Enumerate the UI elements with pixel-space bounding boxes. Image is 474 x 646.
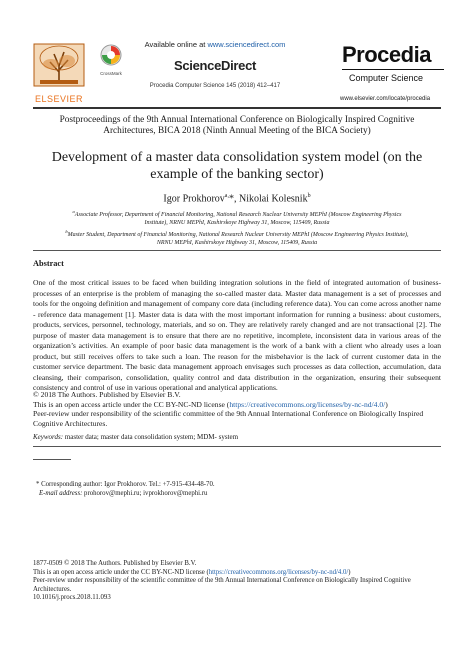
license-link[interactable]: https://creativecommons.org/licenses/by-nc-nd/4.0/ bbox=[229, 399, 386, 409]
author-2-sup: b bbox=[307, 193, 311, 199]
footer-license-suffix: ) bbox=[348, 568, 351, 576]
footnote-divider bbox=[33, 459, 71, 460]
procedia-title: Procedia bbox=[342, 42, 431, 67]
email-label: E-mail address: bbox=[39, 490, 83, 497]
peer-review-line: Peer-review under responsibility of the scientific committee of the 9th Annual International Conference on Biologically Inspired Cognitive Architectures. bbox=[33, 409, 424, 428]
conference-title bbox=[25, 115, 449, 137]
paper-title bbox=[20, 149, 454, 183]
footer-license-link[interactable]: https://creativecommons.org/licenses/by-nc-nd/4.0/ bbox=[208, 568, 349, 576]
author-list bbox=[0, 193, 474, 204]
available-online bbox=[120, 40, 310, 49]
procedia-subtitle: Computer Science bbox=[342, 69, 444, 84]
conference-line-1: Postproceedings of the 9th Annual International Conference on Biologically Inspired Cognitive bbox=[59, 115, 415, 125]
footer-license-line bbox=[33, 569, 441, 578]
elsevier-wordmark: ELSEVIER bbox=[34, 94, 84, 104]
keywords-label: Keywords: bbox=[33, 433, 64, 441]
available-online-prefix: Available online at bbox=[144, 40, 208, 49]
corresponding-line: * Corresponding author: Igor Prokhorov. Tel.: +7-915-434-48-70. bbox=[36, 481, 215, 488]
affiliation-a-line-1 bbox=[22, 208, 452, 219]
affiliation-a-sup: a bbox=[72, 209, 75, 214]
abstract-heading: Abstract bbox=[33, 259, 64, 268]
journal-reference: Procedia Computer Science 145 (2018) 412–417 bbox=[149, 83, 281, 89]
header-divider bbox=[33, 107, 441, 109]
footer-license-prefix: This is an open access article under the CC BY-NC-ND license ( bbox=[33, 568, 209, 576]
keywords-text: master data; master data consolidation system; MDM- system bbox=[63, 433, 239, 441]
affiliation-b-line-2: NRNU MEPhI, Kashirskoye Highway 31, Moscow, 115409, Russia bbox=[156, 240, 318, 247]
license-suffix: ) bbox=[385, 399, 388, 409]
author-1-star: * bbox=[228, 193, 234, 205]
article-footer bbox=[33, 560, 441, 603]
procedia-logo bbox=[342, 43, 444, 87]
affiliation-b-text-1: Master Student, Department of Financial Monitoring, National Research Nuclear University MEPhI (Moscow Engineering Physics Institute), bbox=[67, 231, 409, 238]
issn-line: 1877-0509 © 2018 The Authors. Published by Elsevier B.V. bbox=[33, 560, 197, 567]
affiliation-a-text-1: Associate Professor, Department of Financial Monitoring, National Research Nuclear University MEPhI (Moscow Engineering Physics bbox=[74, 212, 402, 218]
keywords bbox=[33, 433, 441, 441]
sciencedirect-logo: ScienceDirect bbox=[173, 58, 257, 73]
email-addresses: prohorov@mephi.ru; ivprokhorov@mephi.ru bbox=[82, 490, 208, 497]
author-1-sup: a, bbox=[224, 193, 229, 199]
crossmark-icon bbox=[100, 44, 122, 66]
affiliation-a-line-2: Institute), NRNU MEPhI, Kashirskoye Highway 31, Moscow, 115409, Russia bbox=[144, 220, 330, 227]
abstract-top-divider bbox=[33, 250, 441, 251]
license-line bbox=[33, 400, 441, 410]
affiliation-b-sup: b bbox=[65, 228, 68, 234]
footer-peer-review: Peer-review under responsibility of the scientific committee of the 9th Annual International Conference on Biologically Inspired Cognitive Architectures. bbox=[33, 577, 411, 593]
license-prefix: This is an open access article under the CC BY-NC-ND license ( bbox=[33, 399, 230, 409]
abstract-license-block bbox=[33, 390, 441, 428]
abstract-bottom-divider bbox=[33, 446, 441, 447]
affiliation-b-line-1 bbox=[22, 228, 452, 239]
author-2: Nikolai Kolesnik bbox=[238, 193, 308, 205]
title-line-2: example of the banking sector) bbox=[150, 167, 324, 182]
abstract-body: One of the most critical issues to be faced when building integration solutions in the field of integrated automation of business-processes of an enterprise is the problem of managing the so-called master data. Master data management is a set of processes and tools for the ongoing definition and management of company core data (including reference data). You can come across another name - reference data management [1]. Master data is data with the most important information for running a business: about customers, products, services, personnel, technology, materials, and so on. They are relatively rarely changed and are not transactional [2]. The purpose of master data management is to ensure that there are no repetitive, incomplete, inconsistent data in various areas of the organization’s activities. An example of poor basic data management is the work of a bank with a client who already uses a loan product, but still receives offers to take such a loan. The reason for the misbehavior is the lack of current customer data in the customer service department. The basic data management approach envisages such processes as data collection, accumulation, data cleansing, their comparison, consolidation, quality control and data distribution in the organization, ensuring their subsequent consistency and control of use in various operational and analytical applications. bbox=[33, 278, 441, 392]
elsevier-tree-icon bbox=[30, 42, 88, 88]
copyright-line: © 2018 The Authors. Published by Elsevier B.V. bbox=[33, 390, 181, 399]
corresponding-author-footnote bbox=[36, 480, 441, 498]
email-line bbox=[36, 489, 441, 498]
crossmark-label: CrossMark bbox=[100, 71, 122, 76]
elsevier-website[interactable]: www.elsevier.com/locate/procedia bbox=[340, 96, 431, 102]
elsevier-logo bbox=[30, 42, 88, 104]
affiliations bbox=[22, 208, 452, 248]
sciencedirect-link[interactable]: www.sciencedirect.com bbox=[207, 40, 286, 49]
doi-line[interactable]: 10.1016/j.procs.2018.11.093 bbox=[33, 594, 111, 602]
conference-line-2: Architectures, BICA 2018 (Ninth Annual Meeting of the BICA Society) bbox=[103, 126, 371, 136]
author-1: Igor Prokhorov bbox=[163, 193, 225, 205]
title-line-1: Development of a master data consolidation system model (on the bbox=[51, 150, 423, 165]
author-separator: , bbox=[233, 193, 239, 205]
